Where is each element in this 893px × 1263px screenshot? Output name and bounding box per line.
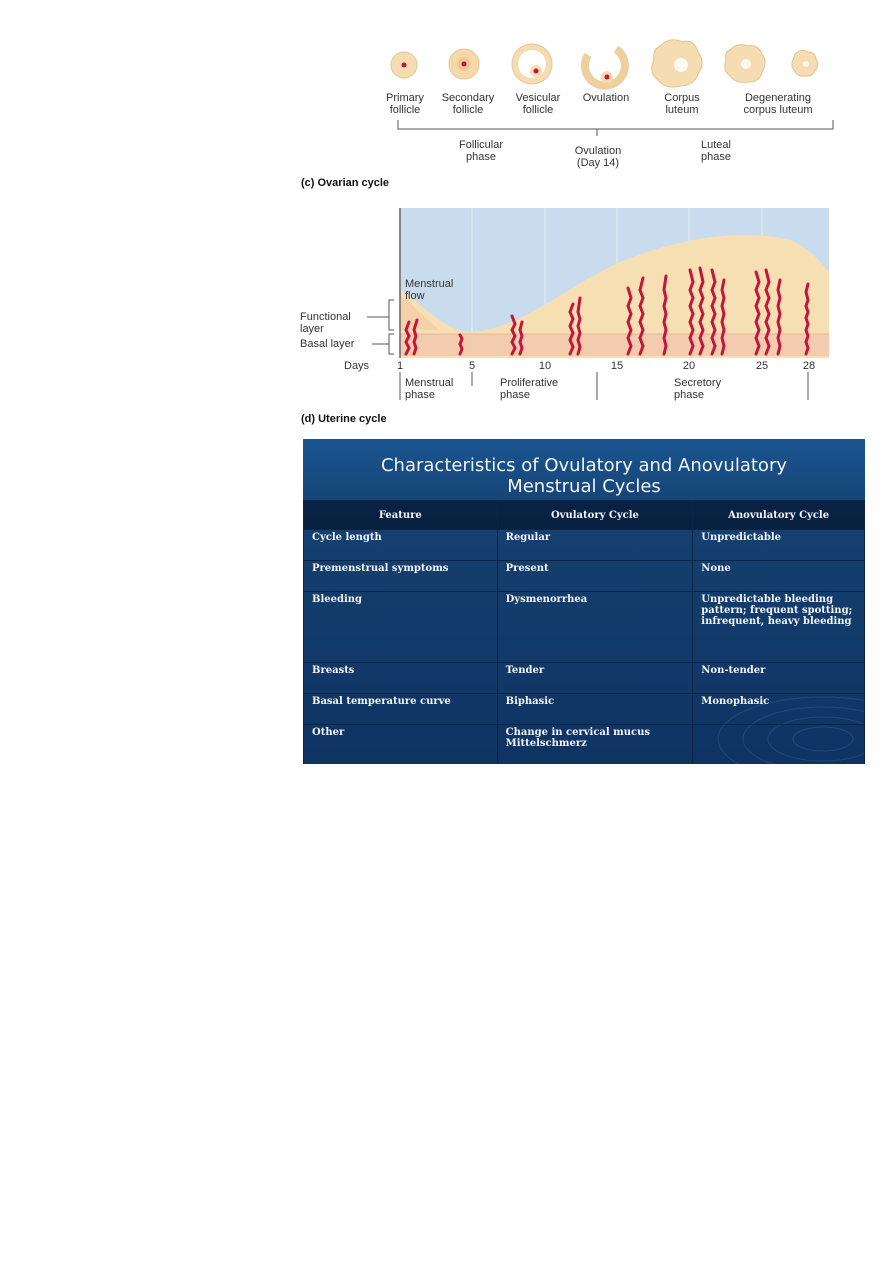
cell-ovulatory: Tender bbox=[497, 663, 693, 694]
cell-ovulatory: Change in cervical mucus Mittelschmerz bbox=[497, 725, 693, 765]
cell-ovulatory: Regular bbox=[497, 530, 693, 561]
menstrual-flow-label: Menstrual flow bbox=[405, 278, 454, 302]
stage-label-secondary-follicle: Secondary follicle bbox=[441, 92, 495, 116]
basal-layer-band bbox=[400, 334, 829, 356]
comparison-table bbox=[303, 500, 865, 764]
day-tick-label: 5 bbox=[468, 360, 476, 372]
secretory-phase-label: Secretory phase bbox=[674, 377, 722, 401]
day-tick-label: 15 bbox=[610, 360, 624, 372]
cell-feature: Other bbox=[304, 725, 498, 765]
basal-layer-label: Basal layer bbox=[300, 338, 355, 350]
cell-anovulatory: Unpredictable bleeding pattern; frequent spotting; infrequent, heavy bleeding bbox=[693, 592, 865, 663]
stage-label-corpus-luteum: Corpus luteum bbox=[664, 92, 700, 116]
cell-feature: Basal temperature curve bbox=[304, 694, 498, 725]
cell-anovulatory: Monophasic bbox=[693, 694, 865, 725]
cell-feature: Breasts bbox=[304, 663, 498, 694]
follicular-phase-label: Follicular phase bbox=[458, 139, 503, 163]
table-row bbox=[304, 694, 865, 725]
stage-label-vesicular-follicle: Vesicular follicle bbox=[515, 92, 561, 116]
header-feature: Feature bbox=[304, 501, 498, 530]
ovarian-cycle-caption: (c) Ovarian cycle bbox=[301, 177, 390, 189]
header-anovulatory: Anovulatory Cycle bbox=[693, 501, 865, 530]
ovulation-day-label: Ovulation (Day 14) bbox=[574, 145, 622, 169]
header-ovulatory: Ovulatory Cycle bbox=[497, 501, 693, 530]
day-tick-label: 1 bbox=[396, 360, 404, 372]
table-row bbox=[304, 725, 865, 765]
cell-feature: Premenstrual symptoms bbox=[304, 561, 498, 592]
cell-ovulatory: Biphasic bbox=[497, 694, 693, 725]
stage-label-primary-follicle: Primary follicle bbox=[386, 92, 424, 116]
table-row bbox=[304, 530, 865, 561]
day-tick-label: 25 bbox=[755, 360, 769, 372]
stage-label-degenerating-corpus-luteum: Degenerating corpus luteum bbox=[743, 92, 813, 116]
cell-ovulatory: Present bbox=[497, 561, 693, 592]
table-header-row bbox=[304, 501, 865, 530]
cell-anovulatory: Non-tender bbox=[693, 663, 865, 694]
day-tick-label: 28 bbox=[802, 360, 816, 372]
table-title: Characteristics of Ovulatory and Anovulatory Menstrual Cycles bbox=[380, 455, 787, 497]
cell-ovulatory: Dysmenorrhea bbox=[497, 592, 693, 663]
stage-label-ovulation: Ovulation bbox=[582, 92, 630, 104]
cell-anovulatory: Unpredictable bbox=[693, 530, 865, 561]
day-tick-label: 20 bbox=[682, 360, 696, 372]
luteal-phase-label: Luteal phase bbox=[701, 139, 731, 163]
uterine-cycle-caption: (d) Uterine cycle bbox=[301, 413, 387, 425]
day-tick-label: 10 bbox=[538, 360, 552, 372]
cell-feature: Bleeding bbox=[304, 592, 498, 663]
uterine-lining-illustration bbox=[0, 0, 893, 420]
menstrual-phase-label: Menstrual phase bbox=[405, 377, 454, 401]
table-row bbox=[304, 592, 865, 663]
table-row bbox=[304, 561, 865, 592]
functional-layer-label: Functional layer bbox=[300, 311, 351, 335]
proliferative-phase-label: Proliferative phase bbox=[500, 377, 559, 401]
days-axis-label: Days bbox=[344, 360, 370, 372]
cell-feature: Cycle length bbox=[304, 530, 498, 561]
cell-anovulatory: None bbox=[693, 561, 865, 592]
ovulatory-comparison-table-panel bbox=[303, 439, 865, 764]
cell-anovulatory bbox=[693, 725, 865, 765]
table-row bbox=[304, 663, 865, 694]
